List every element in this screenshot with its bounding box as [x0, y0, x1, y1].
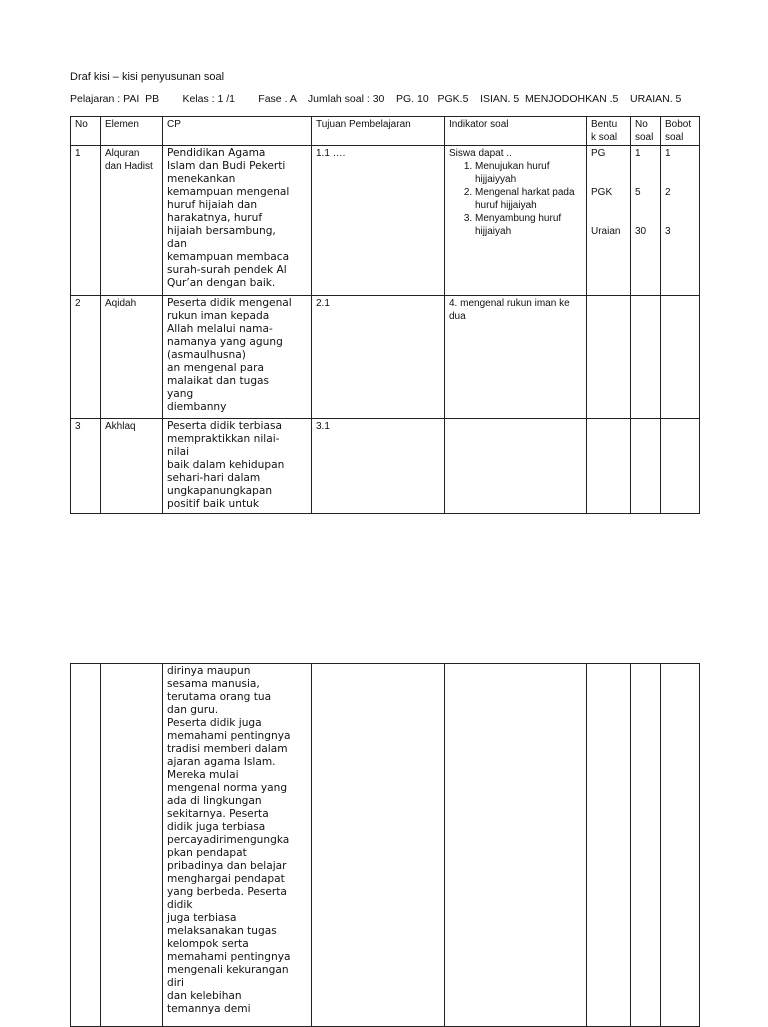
- subject-info-line: Pelajaran : PAI PB Kelas : 1 /1 Fase . A Jumlah soal : 30 PG. 10 PGK.5 ISIAN. 5 MENJODOHKAN .5 URAIAN. 5: [70, 93, 682, 105]
- row-no: [71, 664, 101, 1027]
- row-no: 2: [71, 296, 101, 419]
- row-indikator: [445, 664, 587, 1027]
- row-cp: Pendidikan Agama Islam dan Budi Pekerti menekankan kemampuan mengenal huruf hijaiah dan harakatnya, huruf hijaiah bersambung, dan kemampuan membaca surah-surah pendek Al Qur’an dengan baik.: [163, 146, 312, 296]
- row-elemen: [101, 664, 163, 1027]
- row-cp: Peserta didik mengenal rukun iman kepada Allah melalui nama- namanya yang agung (asmaulhusna) an mengenal para malaikat dan tugas yang diembanny: [163, 296, 312, 419]
- row-bobot: [661, 296, 700, 419]
- table-row: [71, 419, 700, 514]
- kisi-table: [70, 116, 700, 514]
- header-elemen: Elemen: [101, 117, 163, 146]
- kisi-table-continued: [70, 663, 700, 1027]
- row-bentuk: [587, 419, 631, 514]
- row-bentuk: [587, 296, 631, 419]
- row-cp: dirinya maupun sesama manusia, terutama orang tua dan guru. Peserta didik juga memahami pentingnya tradisi memberi dalam ajaran agama Islam. Mereka mulai mengenal norma yang ada di lingkungan sekitarnya. Peserta didik juga terbiasa percayadirimengungka pkan pendapat pribadinya dan belajar menghargai pendapat yang berbeda. Peserta didik juga terbiasa melaksanakan tugas kelompok serta memahami pentingnya mengenali kekurangan diri dan kelebihan temannya demi: [163, 664, 312, 1027]
- row-tujuan: 1.1 ….: [312, 146, 445, 296]
- row-bentuk: PG PGK Uraian: [587, 146, 631, 296]
- row-elemen: Akhlaq: [101, 419, 163, 514]
- row-tujuan: 2.1: [312, 296, 445, 419]
- row-indikator: 4. mengenal rukun iman ke dua: [445, 296, 587, 419]
- row-bobot: [661, 419, 700, 514]
- row-tujuan: 3.1: [312, 419, 445, 514]
- header-indikator: Indikator soal: [445, 117, 587, 146]
- indikator-intro: Siswa dapat ..: [449, 148, 512, 159]
- row-no: 1: [71, 146, 101, 296]
- header-no: No: [71, 117, 101, 146]
- list-item: 1. Menujukan huruf hijjaiyyah: [475, 160, 582, 186]
- list-item: 2. Mengenal harkat pada huruf hijjaiyah: [475, 186, 582, 212]
- header-no-soal: No soal: [631, 117, 661, 146]
- row-no-soal: [631, 664, 661, 1027]
- row-cp: Peserta didik terbiasa mempraktikkan nilai- nilai baik dalam kehidupan sehari-hari dalam ungkapanungkapan positif baik untuk: [163, 419, 312, 514]
- row-no-soal: [631, 419, 661, 514]
- table-row: [71, 146, 700, 296]
- header-tujuan: Tujuan Pembelajaran: [312, 117, 445, 146]
- row-bobot: [661, 664, 700, 1027]
- row-tujuan: [312, 664, 445, 1027]
- table-row: [71, 296, 700, 419]
- row-bobot: 1 2 3: [661, 146, 700, 296]
- table-header-row: [71, 117, 700, 146]
- header-bentuk: Bentu k soal: [587, 117, 631, 146]
- row-no-soal: 1 5 30: [631, 146, 661, 296]
- indikator-list: [449, 160, 582, 238]
- row-bentuk: [587, 664, 631, 1027]
- header-cp: CP: [163, 117, 312, 146]
- row-indikator: [445, 419, 587, 514]
- list-item: 3. Menyambung huruf hijjaiyah: [475, 212, 582, 238]
- row-no: 3: [71, 419, 101, 514]
- row-indikator: [445, 146, 587, 296]
- document-title: Draf kisi – kisi penyusunan soal: [70, 71, 225, 83]
- row-no-soal: [631, 296, 661, 419]
- row-elemen: Aqidah: [101, 296, 163, 419]
- table-row: [71, 664, 700, 1027]
- row-elemen: Alquran dan Hadist: [101, 146, 163, 296]
- header-bobot: Bobot soal: [661, 117, 700, 146]
